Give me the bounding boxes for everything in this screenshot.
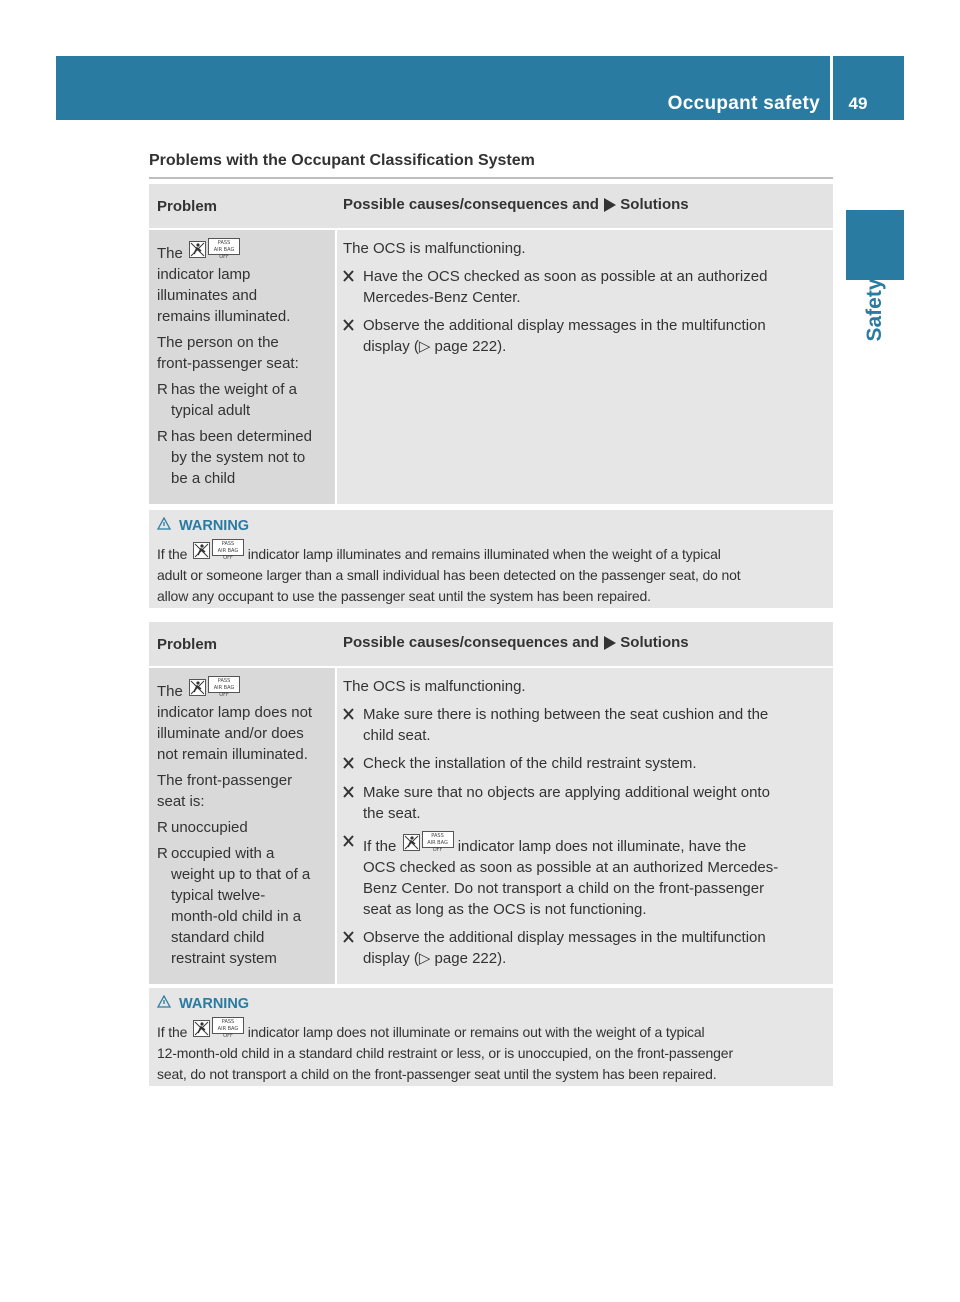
pass-airbag-off-icon: PASS AIR BAG OFF xyxy=(422,831,454,848)
cause-text: The OCS is malfunctioning. xyxy=(343,678,526,695)
child-seat-occupied-icon xyxy=(403,834,420,851)
problem-table-1 xyxy=(149,184,833,504)
step-arrow-icon xyxy=(343,266,363,308)
step-arrow-icon xyxy=(343,315,363,357)
list-item: R occupied with a weight up to that of a typical twelve- month-old child in a standard child restraint system xyxy=(157,845,311,967)
list-item: R has been determined by the system not to be a child xyxy=(157,428,312,487)
child-seat-occupied-icon xyxy=(193,542,210,559)
side-tab-label: Safety xyxy=(863,278,886,342)
column-header-solutions: Possible causes/consequences and Solutions xyxy=(337,632,833,656)
page-header-title: Occupant safety xyxy=(667,93,820,114)
bullet-icon: R xyxy=(157,845,168,862)
pass-airbag-off-icon: PASS AIR BAG OFF xyxy=(212,1017,244,1034)
bullet-icon: R xyxy=(157,428,168,445)
arrow-right-icon xyxy=(603,635,616,656)
table-header xyxy=(149,622,833,666)
step-arrow-icon xyxy=(343,704,363,746)
problem-table-2 xyxy=(149,622,833,984)
child-seat-occupied-icon xyxy=(193,1020,210,1037)
arrow-right-icon xyxy=(603,197,616,218)
warning-box xyxy=(149,510,833,608)
warning-box xyxy=(149,988,833,1086)
section-title: Problems with the Occupant Classification System xyxy=(149,152,535,169)
column-header-problem: Problem xyxy=(157,197,218,215)
list-item: If the PASS AIR BAG OFF indicator lamp does not illuminate, have the OCS checked as soon as possible at an authorized Mercedes- Benz Center. Do not transport a child on the front-passenger seat as long as the OCS is not functioning. xyxy=(343,831,823,920)
child-seat-occupied-icon xyxy=(189,241,206,258)
problem-cell: The PASS AIR BAG OFF indicator lamp does not illuminate and/or does not remain illuminated. The front-passenger seat is: R unoccupied R occupied with a weight up to that of a typical twelve- month-old child in a standard child restraint system xyxy=(149,668,335,984)
warning-text: If the PASS AIR BAG OFF indicator lamp does not illuminate or remains out with the weight of a typical 12-month-old child in a standard child restraint or less, or is unoccupied, on the front-passenger seat, do not transport a child on the front-passenger seat until the system has been repaired. xyxy=(157,1019,733,1082)
bullet-icon: R xyxy=(157,819,168,836)
page-reference-link[interactable]: display (▷ page 222). xyxy=(363,338,507,355)
list-item: Make sure there is nothing between the seat cushion and the child seat. xyxy=(343,704,823,746)
side-tab-marker xyxy=(846,210,904,280)
step-arrow-icon xyxy=(343,927,363,969)
list-item: R has the weight of a typical adult xyxy=(157,381,297,419)
table-row xyxy=(149,668,833,984)
warning-triangle-icon xyxy=(157,994,171,1015)
section-rule xyxy=(149,177,833,179)
warning-label: WARNING xyxy=(179,996,250,1012)
warning-text: If the PASS AIR BAG OFF indicator lamp illuminates and remains illuminated when the weight of a typical adult or someone larger than a small individual has been detected on the passenger seat, do not allow any occupant to use the passenger seat until the system has been repaired. xyxy=(157,541,741,604)
list-item: Make sure that no objects are applying additional weight onto the seat. xyxy=(343,782,823,824)
page-number: 49 xyxy=(848,94,868,113)
table-row xyxy=(149,230,833,504)
table-header xyxy=(149,184,833,228)
column-header-solutions: Possible causes/consequences and Solutions xyxy=(337,194,833,218)
warning-label: WARNING xyxy=(179,518,250,534)
pass-airbag-off-icon: PASS AIR BAG OFF xyxy=(212,539,244,556)
list-item: Check the installation of the child restraint system. xyxy=(343,753,823,775)
step-arrow-icon xyxy=(343,782,363,824)
pass-airbag-off-icon: PASS AIR BAG OFF xyxy=(208,676,240,693)
warning-triangle-icon xyxy=(157,516,171,537)
pass-airbag-off-icon: PASS AIR BAG OFF xyxy=(208,238,240,255)
column-header-problem: Problem xyxy=(157,635,218,653)
cause-text: The OCS is malfunctioning. xyxy=(343,240,526,257)
list-item: Have the OCS checked as soon as possible at an authorized Mercedes-Benz Center. xyxy=(343,266,823,308)
problem-cell: The PASS AIR BAG OFF indicator lamp illuminates and remains illuminated. The person on the front-passenger seat: R has the weight of a typical adult R has been determined by the system not to be a child xyxy=(149,230,335,504)
bullet-icon: R xyxy=(157,381,168,398)
solution-cell xyxy=(337,668,833,984)
solution-cell xyxy=(337,230,833,504)
list-item: Observe the additional display messages in the multifunction display (▷ page 222). xyxy=(343,927,823,969)
list-item: R unoccupied xyxy=(157,819,248,836)
child-seat-occupied-icon xyxy=(189,679,206,696)
page-reference-link[interactable]: display (▷ page 222). xyxy=(363,950,507,967)
step-arrow-icon xyxy=(343,753,363,775)
list-item: Observe the additional display messages in the multifunction display (▷ page 222). xyxy=(343,315,823,357)
step-arrow-icon xyxy=(343,831,363,920)
